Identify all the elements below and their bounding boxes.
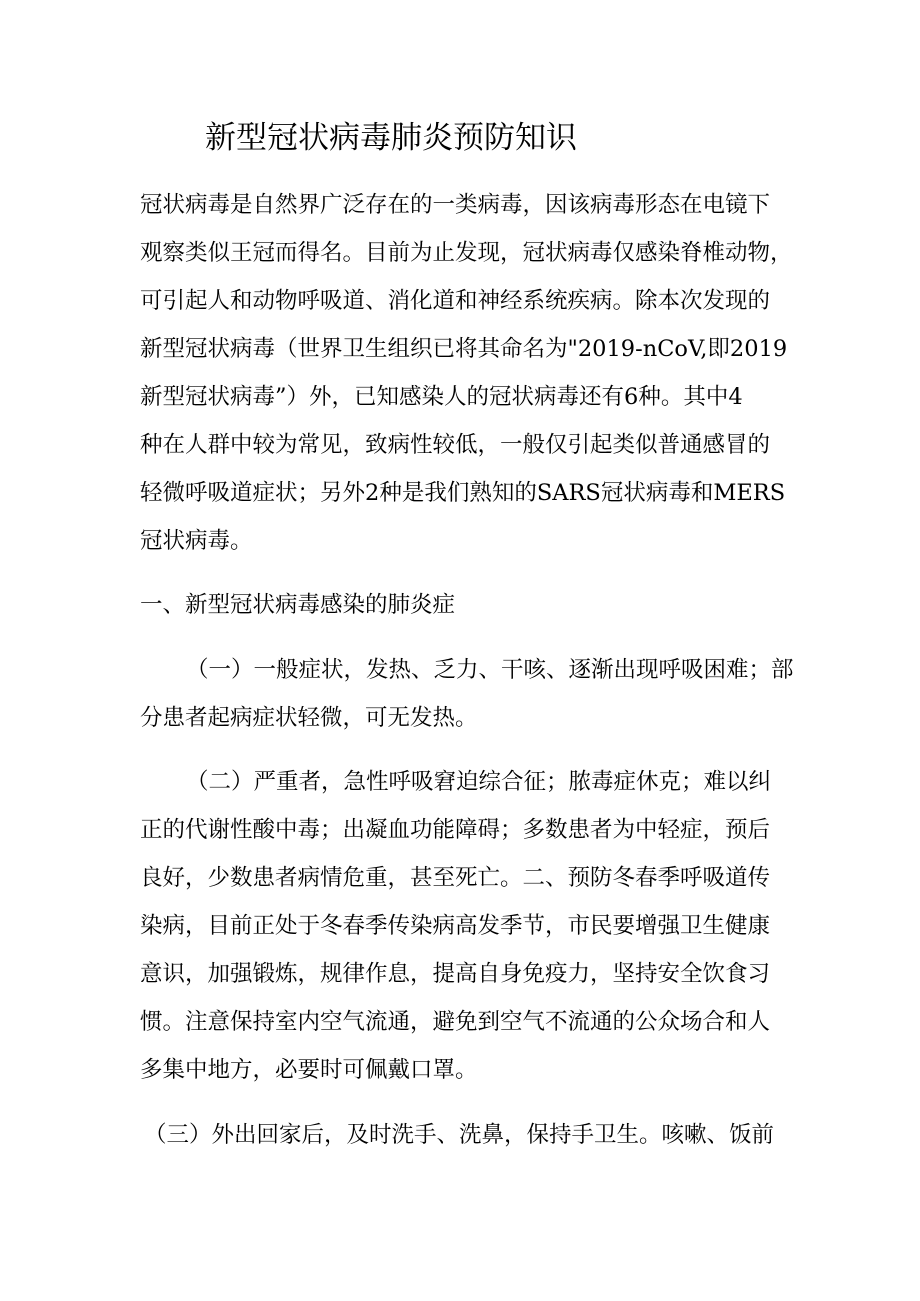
item2-line: 惯。注意保持室内空气流通，避免到空气不流通的公众场合和人 [140, 1009, 771, 1035]
item1-line: 分患者起病症状轻微，可无发热。 [140, 705, 478, 731]
item1-line: （一）一般症状，发热、乏力、干咳、逐渐出现呼吸困难；部 [186, 657, 794, 683]
intro-line: 新型冠状病毒（世界卫生组织已将其命名为"2019-nCoV,即2019 [140, 336, 788, 362]
item2-line: 意识，加强锻炼，规律作息，提高自身免疫力，坚持安全饮食习 [140, 961, 771, 987]
section-heading: 一、新型冠状病毒感染的肺炎症 [140, 592, 456, 618]
item2-line: （二）严重者，急性呼吸窘迫综合征；脓毒症休克；难以纠 [186, 769, 772, 795]
intro-line: 冠状病毒。 [140, 528, 253, 554]
intro-line: 可引起人和动物呼吸道、消化道和神经系统疾病。除本次发现的 [140, 288, 771, 314]
item2-line: 良好，少数患者病情危重，甚至死亡。二、预防冬春季呼吸道传 [140, 865, 771, 891]
item3-line: （三）外出回家后，及时洗手、洗鼻，保持手卫生。咳嗽、饭前 [144, 1122, 775, 1148]
intro-line: 观察类似王冠而得名。目前为止发现，冠状病毒仅感染脊椎动物， [140, 240, 793, 266]
item2-line: 染病，目前正处于冬春季传染病高发季节，市民要增强卫生健康 [140, 913, 771, 939]
intro-line: 种在人群中较为常见，致病性较低，一般仅引起类似普通感冒的 [140, 432, 771, 458]
document-title: 新型冠状病毒肺炎预防知识 [205, 120, 577, 156]
intro-line: 冠状病毒是自然界广泛存在的一类病毒，因该病毒形态在电镜下 [140, 192, 771, 218]
intro-line: 轻微呼吸道症状；另外2种是我们熟知的SARS冠状病毒和MERS [140, 480, 786, 506]
item2-line: 正的代谢性酸中毒；出凝血功能障碍；多数患者为中轻症，预后 [140, 817, 771, 843]
item2-line: 多集中地方，必要时可佩戴口罩。 [140, 1057, 478, 1083]
intro-line: 新型冠状病毒”）外，已知感染人的冠状病毒还有6种。其中4 [140, 384, 743, 410]
